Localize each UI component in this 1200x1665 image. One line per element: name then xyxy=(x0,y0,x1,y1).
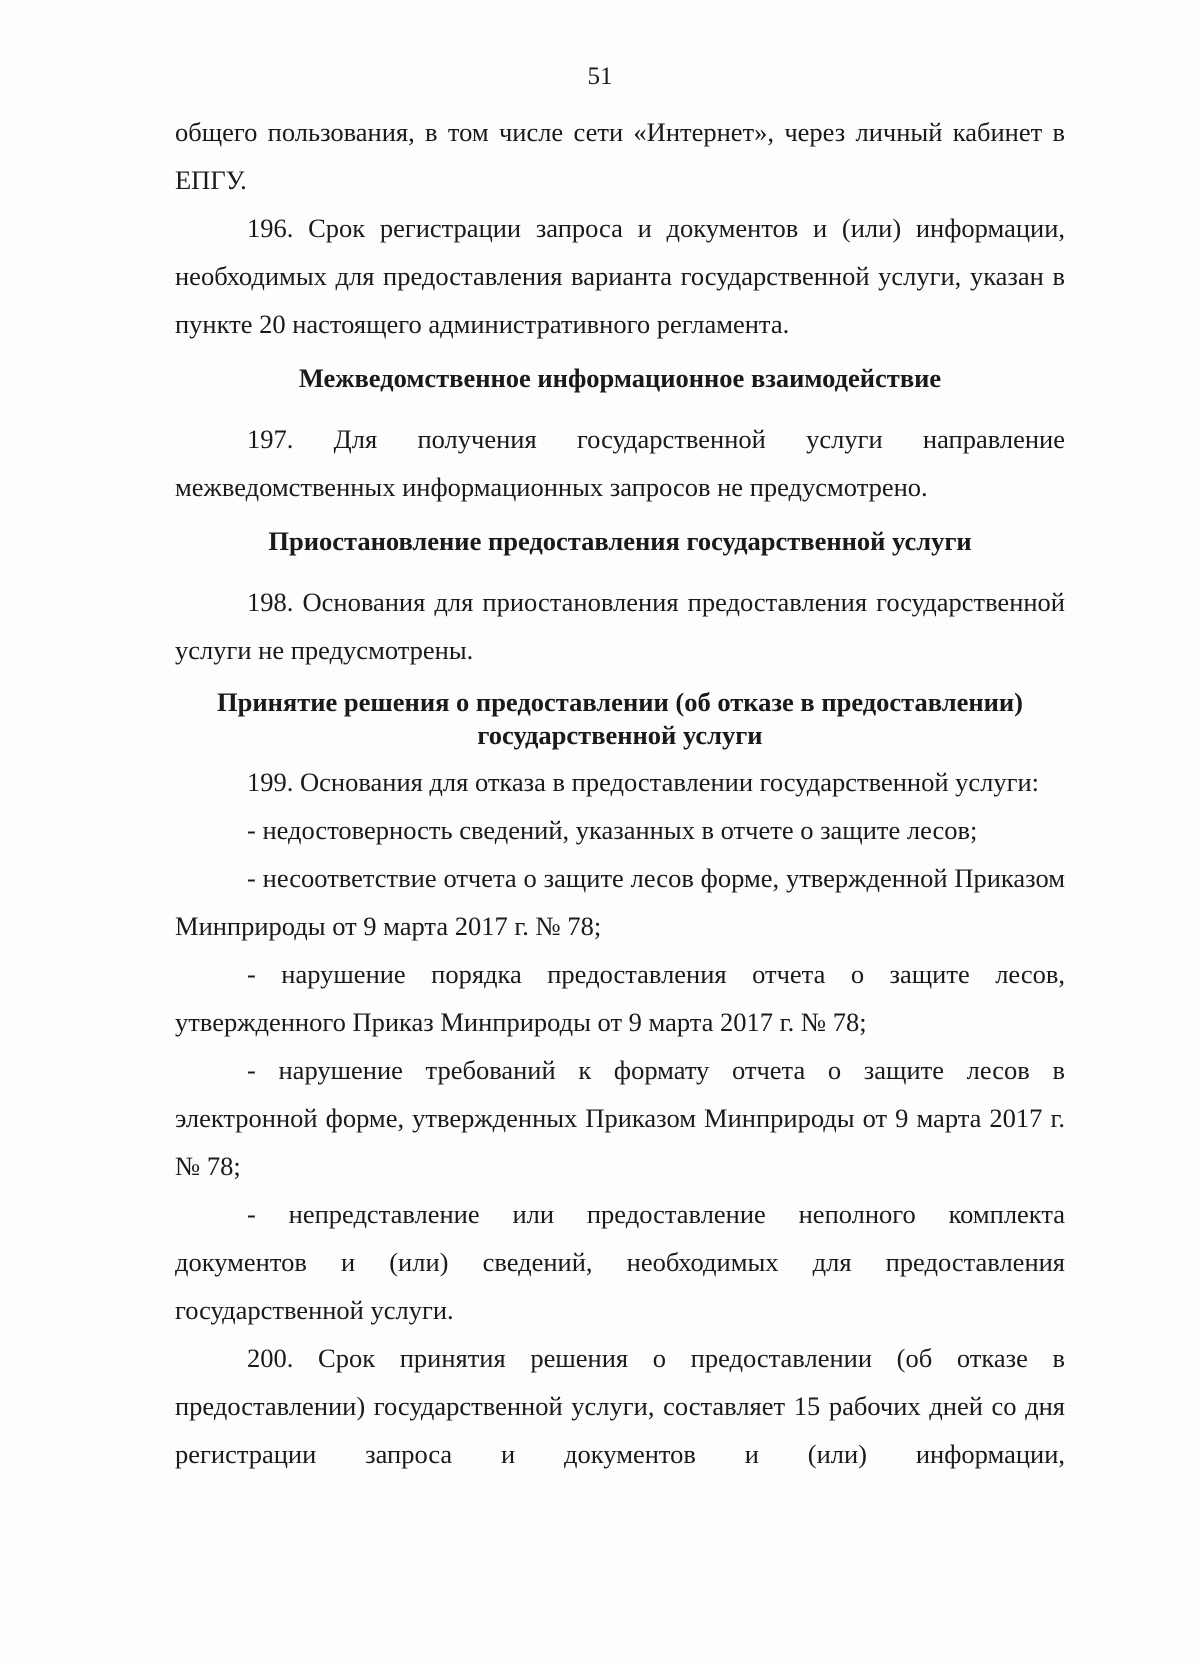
paragraph-200: 200. Срок принятия решения о предоставлении (об отказе в предоставлении) государственной услуги, составляет 15 рабочих дней со дня регистрации запроса и документов и (или) информации, xyxy=(175,1343,1065,1469)
section-heading-suspension: Приостановление предоставления государственной услуги xyxy=(268,526,972,556)
document-body xyxy=(175,108,1065,1478)
list-item-unreliable-info: - недостоверность сведений, указанных в отчете о защите лесов; xyxy=(247,815,978,845)
paragraph-199: 199. Основания для отказа в предоставлении государственной услуги: xyxy=(247,767,1040,797)
section-heading-decision-line-1: Принятие решения о предоставлении (об отказе в предоставлении) xyxy=(217,687,1023,717)
paragraph-continuation: общего пользования, в том числе сети «Интернет», через личный кабинет в ЕПГУ. xyxy=(175,117,1065,195)
list-item-procedure-violation: - нарушение порядка предоставления отчета о защите лесов, утвержденного Приказ Минприроды от 9 марта 2017 г. № 78; xyxy=(175,959,1065,1037)
section-heading-decision xyxy=(175,686,1065,752)
list-item-form-mismatch: - несоответствие отчета о защите лесов форме, утвержденной Приказом Минприроды от 9 марта 2017 г. № 78; xyxy=(175,863,1065,941)
paragraph-198: 198. Основания для приостановления предоставления государственной услуги не предусмотрены. xyxy=(175,587,1065,665)
list-item-format-violation: - нарушение требований к формату отчета о защите лесов в электронной форме, утвержденных Приказом Минприроды от 9 марта 2017 г. № 78; xyxy=(175,1055,1065,1181)
section-heading-interagency: Межведомственное информационное взаимодействие xyxy=(298,363,942,393)
list-item-incomplete-documents: - непредставление или предоставление неполного комплекта документов и (или) сведений, необходимых для предоставления государственной услуги. xyxy=(175,1199,1065,1325)
page-number: 51 xyxy=(587,63,613,90)
paragraph-196: 196. Срок регистрации запроса и документов и (или) информации, необходимых для предоставления варианта государственной услуги, указан в пункте 20 настоящего административного регламента. xyxy=(175,213,1065,339)
section-heading-decision-line-2: государственной услуги xyxy=(477,720,763,750)
paragraph-197: 197. Для получения государственной услуги направление межведомственных информационных запросов не предусмотрено. xyxy=(175,424,1065,502)
